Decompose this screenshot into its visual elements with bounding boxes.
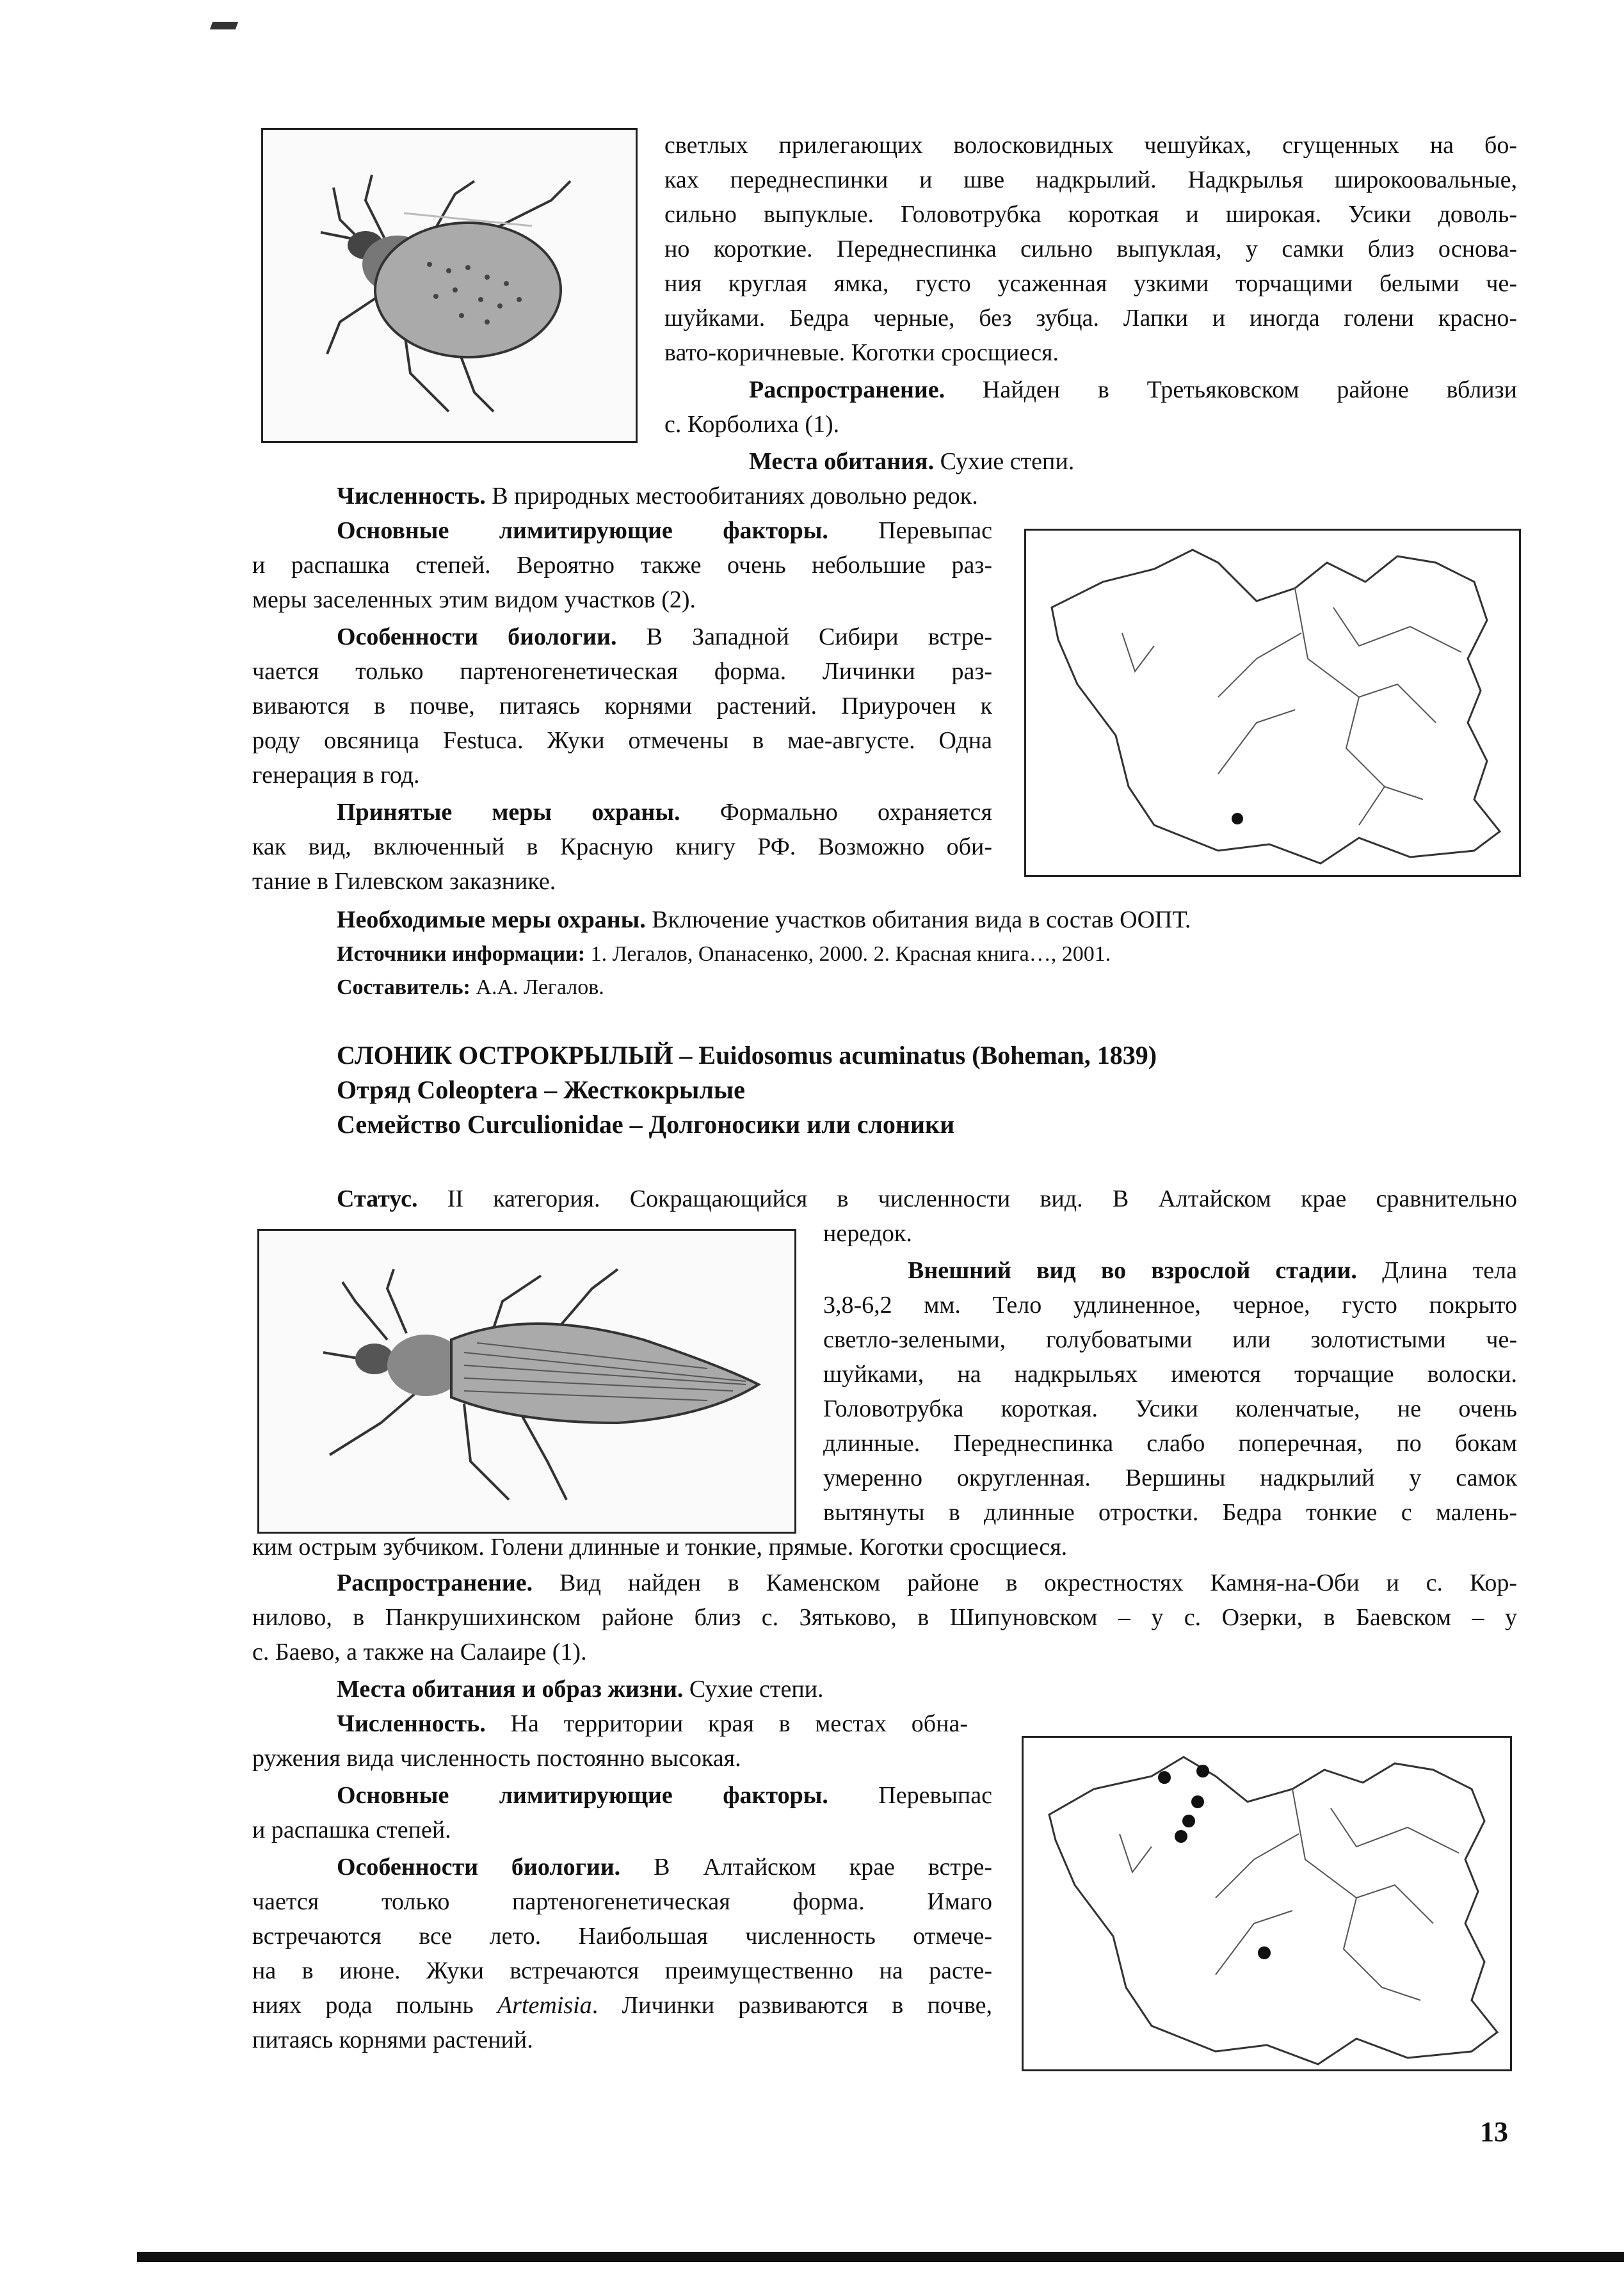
- s1-desc-line: ках переднеспинки и шве надкрылий. Надкрылья широкоовальные,: [664, 166, 1517, 193]
- s1-desc-line: вато-коричневые. Коготки сросщиеся.: [664, 339, 1059, 366]
- s1-biology-line: генерация в год.: [252, 762, 420, 789]
- s2-limiting-cont: и распашка степей.: [252, 1817, 451, 1843]
- s2-appearance-line: шуйками, на надкрыльях имеются торчащие волоски.: [823, 1361, 1517, 1388]
- s1-sources: Источники информации: 1. Легалов, Опанасенко, 2000. 2. Красная книга…, 2001.: [337, 942, 1111, 966]
- s1-measures-line: тание в Гилевском заказнике.: [252, 868, 556, 895]
- s1-limiting-line: меры заселенных этим видом участков (2).: [252, 586, 696, 613]
- s1-biology-line: роду овсяница Festuca. Жуки отмечены в мае-августе. Одна: [252, 727, 992, 754]
- s2-appearance-line: Головотрубка короткая. Усики коленчатые, не очень: [823, 1395, 1517, 1422]
- s1-measures: Принятые меры охраны. Формально охраняется: [337, 799, 992, 826]
- s2-biology-line: чается только партеногенетическая форма. Имаго: [252, 1888, 992, 1915]
- s1-needed: Необходимые меры охраны. Включение участков обитания вида в состав ООПТ.: [337, 906, 1191, 933]
- beetle-figure-2: [257, 1229, 796, 1534]
- s1-distribution-cont: с. Корболиха (1).: [664, 411, 840, 438]
- s1-habitat: Места обитания. Сухие степи.: [749, 448, 1075, 475]
- s1-measures-line: как вид, включенный в Красную книгу РФ. Возможно оби-: [252, 833, 992, 860]
- s2-habitat: Места обитания и образ жизни. Сухие степи.: [337, 1676, 824, 1703]
- s2-abundance: Численность. На территории края в местах обна-: [337, 1710, 968, 1737]
- s2-appearance-line: вытянуты в длинные отростки. Бедра тонкие с малень-: [823, 1499, 1517, 1526]
- s2-appearance-line: умеренно округленная. Вершины надкрылий у самок: [823, 1465, 1517, 1491]
- s2-appearance: Внешний вид во взрослой стадии. Длина тела: [908, 1257, 1517, 1284]
- s2-limiting: Основные лимитирующие факторы. Перевыпас: [337, 1782, 993, 1809]
- s2-abundance-cont: ружения вида численность постоянно высокая.: [252, 1745, 741, 1772]
- s1-desc-line: ния круглая ямка, густо усаженная узкими торчащими белыми че-: [664, 270, 1517, 297]
- s2-biology-last: питаясь корнями растений.: [252, 2026, 533, 2053]
- s2-distribution-line: нилово, в Панкрушихинском районе близ с. Зятьково, в Шипуновском – у с. Озерки, в Баевском – у: [252, 1604, 1517, 1631]
- s1-abundance: Численность. В природных местообитаниях довольно редок.: [337, 483, 978, 510]
- s2-distribution: Распространение. Вид найден в Каменском районе в окрестностях Камня-на-Оби и с. Кор-: [337, 1569, 1517, 1596]
- bottom-scan-border: [137, 2252, 1624, 2262]
- s2-appearance-line: длинные. Переднеспинка слабо поперечная, по бокам: [823, 1430, 1517, 1457]
- s1-distribution: Распространение. Найден в Третьяковском районе вблизи: [749, 376, 1517, 403]
- s1-limiting: Основные лимитирующие факторы. Перевыпас: [337, 517, 993, 544]
- s1-biology-line: чается только партеногенетическая форма. Личинки раз-: [252, 658, 992, 685]
- s2-appearance-line: светло-зелеными, голубоватыми или золотистыми че-: [823, 1326, 1517, 1353]
- s2-biology-italic-line: ниях рода полынь Artemisia. Личинки развиваются в почве,: [252, 1992, 992, 2019]
- range-map-2: [1022, 1736, 1512, 2071]
- s1-desc-line: шуйками. Бедра черные, без зубца. Лапки и иногда голени красно-: [664, 305, 1517, 332]
- s2-status: Статус. II категория. Сокращающийся в численности вид. В Алтайском крае сравнительно: [337, 1185, 1517, 1212]
- s2-distribution-line: с. Баево, а также на Салаире (1).: [252, 1639, 587, 1665]
- range-map-1: [1024, 529, 1521, 877]
- s2-appearance-last: ким острым зубчиком. Голени длинные и тонкие, прямые. Коготки сросщиеся.: [252, 1534, 1068, 1561]
- s1-biology-line: виваются в почве, питаясь корнями растений. Приурочен к: [252, 693, 992, 719]
- s2-status-cont: нередок.: [823, 1220, 912, 1247]
- s2-order: Отряд Coleoptera – Жесткокрылые: [337, 1075, 745, 1104]
- s2-family: Семейство Curculionidae – Долгоносики или слоники: [337, 1110, 955, 1139]
- s2-title: СЛОНИК ОСТРОКРЫЛЫЙ – Euidosomus acuminatus (Boheman, 1839): [337, 1041, 1157, 1070]
- s2-appearance-line: 3,8-6,2 мм. Тело удлиненное, черное, густо покрыто: [823, 1292, 1517, 1319]
- s1-desc-line: светлых прилегающих волосковидных чешуйках, сгущенных на бо-: [664, 132, 1517, 159]
- s1-compiler: Составитель: А.А. Легалов.: [337, 975, 604, 999]
- s1-desc-line: но короткие. Переднеспинка сильно выпуклая, у самки близ основа-: [664, 236, 1517, 262]
- s2-biology-line: на в июне. Жуки встречаются преимущественно на расте-: [252, 1957, 992, 1984]
- s2-biology: Особенности биологии. В Алтайском крае встре-: [337, 1854, 992, 1881]
- page-number: 13: [1480, 2116, 1508, 2147]
- s1-biology: Особенности биологии. В Западной Сибири встре-: [337, 623, 992, 650]
- s1-limiting-line: и распашка степей. Вероятно также очень небольшие раз-: [252, 552, 992, 579]
- scan-mark: [210, 22, 238, 29]
- beetle-figure-1: [261, 128, 638, 443]
- s1-desc-line: сильно выпуклые. Головотрубка короткая и широкая. Усики доволь-: [664, 201, 1517, 228]
- s2-biology-line: встречаются все лето. Наибольшая численность отмече-: [252, 1923, 992, 1950]
